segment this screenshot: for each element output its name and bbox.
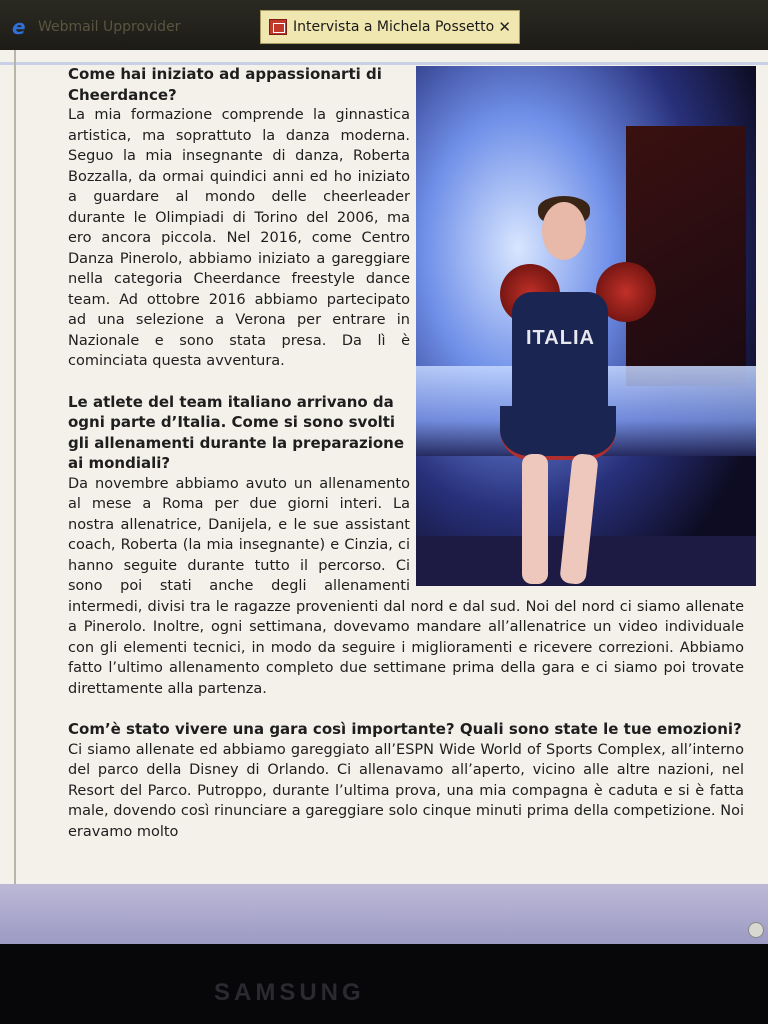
tab-label: Intervista a Michela Possetto (293, 19, 495, 35)
page-left-border (14, 50, 16, 884)
page-viewport[interactable] (0, 50, 768, 884)
tab-webmail[interactable] (4, 10, 254, 44)
browser-tab-bar (0, 0, 768, 50)
answer-3: Ci siamo allenate ed abbiamo gareggiato all’ESPN Wide World of Sports Complex, all’interno del parco della Disney di Orlando. Ci allenavamo all’aperto, vicino alle altre nazioni, nel Resort del Parco. Putroppo, durante l’ultima prova, una mia compagna è caduta e si è fatta male, dovendo così rinunciare a gareggiare solo cinque minuti prima della competizione. Noi eravamo molto (68, 741, 744, 840)
question-2: Le atlete del team italiano arrivano da ogni parte d’Italia. Come si sono svolti gli allenamenti durante la preparazione ai mondiali? (68, 392, 405, 472)
answer-2: Da novembre abbiamo avuto un allenamento al mese a Roma per due giorni interi. La nostra allenatrice, Danijela, e le sue assistant coach, Roberta (la mia insegnante) e Cinzia, ci hanno seguite durante tutto il percorso. Ci sono poi stati anche degli allenamenti intermedi, divisi tra le ragazze provenienti dal nord e dal sud. Noi del nord ci siamo allenate a Pinerolo. Inoltre, ogni settimana, dovevamo mandare all’allenatrice un video individuale con gli elementi tecnici, in modo da seguire i miglioramenti e ricevere correzioni. Abbiamo fatto l’ultimo allenamento completo due settimane prima della gara e ci siamo poi trovate direttamente alla partenza. (68, 475, 744, 697)
ie-icon: e (12, 15, 26, 39)
jersey-text: ITALIA (526, 327, 595, 349)
page-favicon-icon (269, 19, 287, 35)
question-3: Com’è stato vivere una gara così importante? Quali sono state le tue emozioni? (68, 720, 742, 738)
answer-1: La mia formazione comprende la ginnastica artistica, ma soprattuto la danza moderna. Seguo la mia insegnante di danza, Roberta Bozzalla, da ormai quindici anni ed ho iniziato a guardare al mondo delle cheerleader durante le Olimpiadi di Torino del 2006, ma ero ancora piccola. Nel 2016, come Centro Danza Pinerolo, abbiamo iniziato a gareggiare nella categoria Cheerdance freestyle dance team. Ad ottobre 2016 abbiamo partecipato ad una selezione a Verona per entrare in Nazionale e sono stata presa. Da lì è cominciata questa avventura. (68, 107, 410, 369)
tab-label: Webmail Upprovider (38, 19, 181, 35)
tab-intervista[interactable] (260, 10, 520, 44)
browser-status-bar (0, 884, 768, 944)
question-1: Come hai iniziato ad appassionarti di Cheerdance? (68, 65, 382, 104)
dancer-head (542, 202, 586, 260)
monitor-brand-logo: SAMSUNG (214, 979, 365, 1006)
cheerleader-photo (416, 66, 756, 586)
close-icon[interactable]: ✕ (498, 18, 511, 36)
monitor-bezel (0, 944, 768, 1024)
interview-article (68, 64, 744, 862)
zoom-icon[interactable] (748, 922, 764, 938)
